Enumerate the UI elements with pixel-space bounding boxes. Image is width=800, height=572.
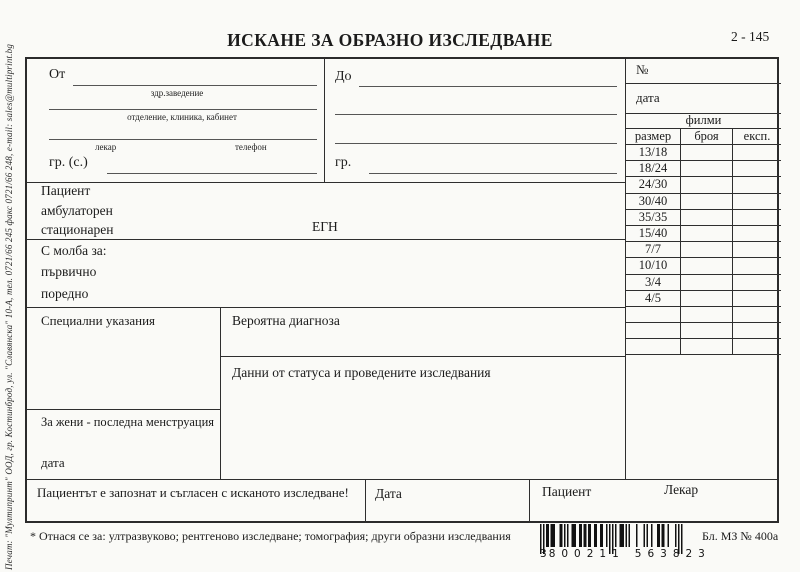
line-request-top — [27, 239, 625, 240]
divider-strip-signatures — [529, 479, 530, 523]
film-count-cell — [681, 307, 733, 322]
film-count-cell — [681, 258, 733, 273]
to-city-label: гр. — [335, 155, 352, 170]
film-size: 3/4 — [626, 275, 681, 290]
number-label: № — [636, 62, 649, 77]
request-first-label: първично — [41, 264, 97, 279]
film-exp-cell — [733, 258, 781, 273]
film-size: 18/24 — [626, 161, 681, 176]
film-exp-cell — [733, 275, 781, 290]
to-line-2 — [335, 114, 617, 115]
barcode-digits — [540, 548, 711, 560]
from-department-line — [49, 109, 317, 110]
film-size — [626, 323, 681, 338]
from-label: От — [49, 67, 66, 82]
film-count-cell — [681, 226, 733, 241]
film-size: 13/18 — [626, 145, 681, 160]
film-size — [626, 307, 681, 322]
form-frame — [25, 57, 779, 523]
film-row — [626, 161, 781, 177]
film-exp-cell — [733, 242, 781, 257]
line-women-top — [27, 409, 220, 410]
film-size — [626, 339, 681, 354]
films-header: филми — [626, 114, 781, 129]
film-count-cell — [681, 177, 733, 192]
line-boxes-top — [27, 307, 625, 308]
egn-label: ЕГН — [312, 219, 338, 234]
film-row — [626, 258, 781, 274]
film-size: 35/35 — [626, 210, 681, 225]
from-department-caption: отделение, клиника, кабинет — [127, 112, 237, 122]
barcode-digit-group: 800211 — [548, 548, 625, 560]
consent-text: Пациентът е запознат и съгласен с исканото изследване! — [37, 485, 349, 500]
film-row — [626, 177, 781, 193]
film-count-cell — [681, 161, 733, 176]
films-table — [625, 59, 781, 479]
film-exp-cell — [733, 307, 781, 322]
status-data-label: Данни от статуса и проведените изследвания — [232, 365, 491, 380]
film-exp-cell — [733, 194, 781, 209]
barcode-digit-group: 563823 — [634, 548, 711, 560]
form-code-badge: Бл. МЗ № 400а — [702, 529, 779, 543]
film-count-cell — [681, 242, 733, 257]
film-size: 30/40 — [626, 194, 681, 209]
film-exp-cell — [733, 145, 781, 160]
film-count-cell — [681, 210, 733, 225]
women-menstruation-label: За жени - последна менструация — [41, 415, 215, 429]
patient-section-title: Пациент — [41, 183, 91, 198]
film-count-cell — [681, 145, 733, 160]
film-row — [626, 210, 781, 226]
films-columns-header — [626, 129, 781, 145]
to-city-line — [369, 173, 617, 174]
from-phone-caption: телефон — [235, 142, 267, 152]
from-city-line — [107, 173, 317, 174]
col-exp-label: експ. — [743, 129, 771, 143]
film-size: 15/40 — [626, 226, 681, 241]
page-title: ИСКАНЕ ЗА ОБРАЗНО ИЗСЛЕДВАНЕ — [227, 30, 553, 50]
line-status-top — [220, 356, 625, 357]
footer-note: * Отнася се за: ултразвуково; рентгеново изследване; томография; други образни изследвания — [30, 529, 511, 543]
film-row — [626, 242, 781, 258]
film-size: 4/5 — [626, 291, 681, 306]
request-repeat-label: поредно — [41, 286, 89, 301]
to-label: До — [335, 69, 352, 84]
from-doctor-caption: лекар — [95, 142, 117, 152]
film-size: 24/30 — [626, 177, 681, 192]
film-row — [626, 275, 781, 291]
film-exp-cell — [733, 291, 781, 306]
from-doctor-line — [49, 139, 317, 140]
film-exp-cell — [733, 177, 781, 192]
film-row — [626, 226, 781, 242]
date-cell — [626, 84, 781, 114]
film-count-cell — [681, 339, 733, 354]
col-size-label: размер — [626, 129, 681, 144]
line-strip-top — [27, 479, 777, 480]
patient-inpatient-label: стационарен — [41, 222, 114, 237]
film-exp-cell — [733, 161, 781, 176]
film-count-cell — [681, 323, 733, 338]
film-row — [626, 145, 781, 161]
strip-patient-label: Пациент — [542, 484, 592, 499]
film-exp-cell — [733, 323, 781, 338]
film-exp-cell — [733, 226, 781, 241]
film-count-cell — [681, 275, 733, 290]
from-institution-caption: здр.заведение — [150, 88, 204, 98]
date-label: дата — [636, 90, 660, 105]
divider-strip-date — [365, 479, 366, 523]
film-exp-cell — [733, 339, 781, 354]
film-row-empty — [626, 339, 781, 355]
divider-instructions — [220, 307, 221, 479]
film-exp-cell — [733, 210, 781, 225]
patient-outpatient-label: амбулаторен — [41, 203, 113, 218]
probable-diagnosis-label: Вероятна диагноза — [232, 313, 340, 328]
barcode-digit-group: 3 — [540, 548, 547, 560]
to-line-3 — [335, 143, 617, 144]
special-instructions-label: Специални указания — [41, 313, 156, 328]
film-count-cell — [681, 194, 733, 209]
women-date-label: дата — [41, 455, 65, 470]
to-line-1 — [359, 86, 617, 87]
film-row — [626, 194, 781, 210]
film-row-empty — [626, 307, 781, 323]
col-count-label: броя — [681, 129, 733, 144]
number-cell — [626, 59, 781, 84]
barcode — [540, 524, 711, 560]
from-institution-line — [73, 85, 317, 86]
film-row-empty — [626, 323, 781, 339]
film-size: 7/7 — [626, 242, 681, 257]
strip-doctor-label: Лекар — [664, 482, 699, 497]
request-section-title: С молба за: — [41, 243, 107, 258]
film-row — [626, 291, 781, 307]
line-patient-top — [27, 182, 625, 183]
form-number: 2 - 145 — [731, 29, 770, 44]
printer-credit: Печат: "Мултипринт" ООД, гр. Костинброд, ул. "Славянска" 10-А, тел. 0721/66 245 факс 0721/66 248, e-mail: sales@multiprint.bg — [4, 43, 14, 570]
film-count-cell — [681, 291, 733, 306]
strip-date-label: Дата — [375, 486, 402, 501]
divider-from-to — [324, 59, 325, 182]
from-city-label: гр. (с.) — [49, 155, 88, 170]
film-size: 10/10 — [626, 258, 681, 273]
